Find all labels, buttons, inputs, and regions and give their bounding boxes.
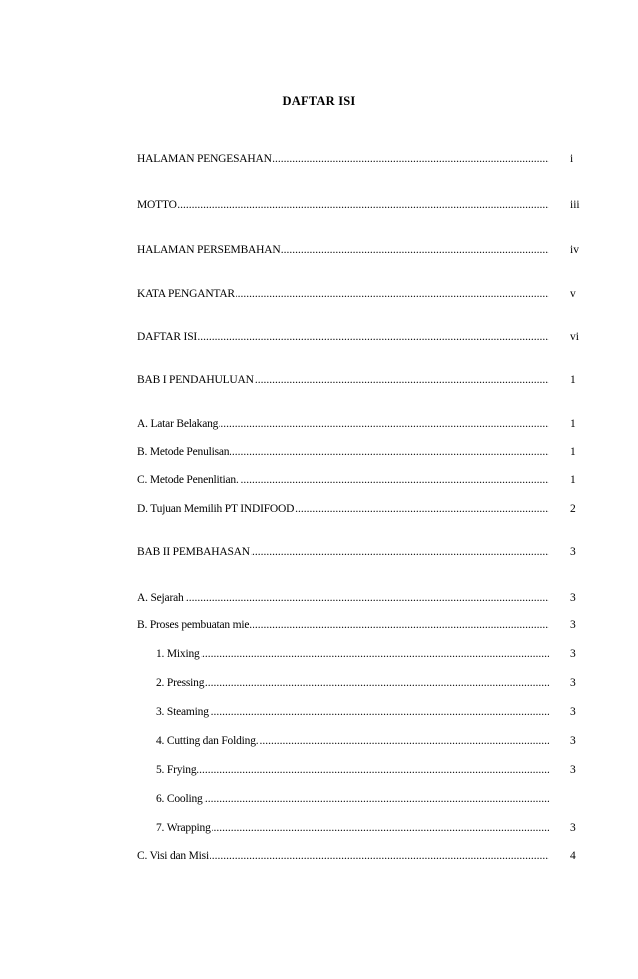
toc-entry-kata-pengantar[interactable] xyxy=(137,286,549,302)
toc-entry-label: 6. Cooling xyxy=(156,793,203,805)
toc-page-number: 3 xyxy=(570,677,576,689)
toc-entry-cooling[interactable] xyxy=(156,791,549,807)
toc-page-number: 1 xyxy=(570,474,576,486)
toc-page-number: 3 xyxy=(570,648,576,660)
toc-entry-label: 3. Steaming xyxy=(156,706,209,718)
toc-entry-daftar-isi[interactable] xyxy=(137,329,549,345)
toc-entry-label: KATA PENGANTAR xyxy=(137,288,235,300)
toc-entry-label: DAFTAR ISI xyxy=(137,331,198,343)
toc-entry-steaming[interactable] xyxy=(156,704,549,720)
toc-entry-latar-belakang[interactable] xyxy=(137,416,549,432)
toc-entry-label: HALAMAN PERSEMBAHAN xyxy=(137,244,281,256)
toc-page-number: 3 xyxy=(570,764,576,776)
toc-entry-proses-pembuatan[interactable] xyxy=(137,617,549,633)
toc-entry-label: BAB II PEMBAHASAN xyxy=(137,546,250,558)
toc-entry-label: A. Sejarah xyxy=(137,592,184,604)
toc-entry-label: 2. Pressing xyxy=(156,677,205,689)
toc-entry-label: C. Visi dan Misi xyxy=(137,850,209,862)
toc-entry-label: HALAMAN PENGESAHAN xyxy=(137,153,272,165)
toc-page-number: 3 xyxy=(570,619,576,631)
toc-entry-label: 4. Cutting dan Folding. xyxy=(156,735,259,747)
toc-entry-label: 1. Mixing xyxy=(156,648,200,660)
toc-page-number: v xyxy=(570,288,576,300)
toc-entry-label: 5. Frying xyxy=(156,764,197,776)
toc-entry-tujuan[interactable] xyxy=(137,501,549,517)
toc-entry-pressing[interactable] xyxy=(156,675,549,691)
toc-page-number: 1 xyxy=(570,418,576,430)
toc-entry-sejarah[interactable] xyxy=(137,590,549,606)
toc-entry-label: MOTTO xyxy=(137,199,177,211)
toc-page-number: 3 xyxy=(570,592,576,604)
toc-page-number: 3 xyxy=(570,546,576,558)
toc-page-number: 3 xyxy=(570,735,576,747)
toc-page-number: 1 xyxy=(570,446,576,458)
toc-entry-cutting-folding[interactable] xyxy=(156,733,549,749)
toc-page-number: 4 xyxy=(570,850,576,862)
page-title: DAFTAR ISI xyxy=(282,94,356,108)
toc-entry-label: A. Latar Belakang xyxy=(137,418,219,430)
toc-entry-label: D. Tujuan Memilih PT INDIFOOD xyxy=(137,503,295,515)
toc-entry-halaman-pengesahan[interactable] xyxy=(137,151,549,167)
toc-page-number: 3 xyxy=(570,706,576,718)
toc-entry-label: C. Metode Penenlitian. xyxy=(137,474,239,486)
toc-entry-frying[interactable] xyxy=(156,762,549,778)
toc-page-number: 3 xyxy=(570,822,576,834)
toc-page-number: iv xyxy=(570,244,579,256)
toc-entry-bab-1[interactable] xyxy=(137,372,549,388)
toc-entry-halaman-persembahan[interactable] xyxy=(137,242,549,258)
toc-entry-mixing[interactable] xyxy=(156,646,549,662)
toc-entry-motto[interactable] xyxy=(137,197,549,213)
toc-entry-visi-misi[interactable] xyxy=(137,848,549,864)
toc-page-number: 1 xyxy=(570,374,576,386)
toc-entry-metode-penelitian[interactable] xyxy=(137,472,549,488)
toc-page-number: vi xyxy=(570,331,579,343)
toc-page-number: iii xyxy=(570,199,580,211)
toc-entry-label: 7. Wrapping xyxy=(156,822,211,834)
toc-entry-label: B. Metode Penulisan xyxy=(137,446,230,458)
toc-entry-bab-2[interactable] xyxy=(137,544,549,560)
toc-page-number: 2 xyxy=(570,503,576,515)
toc-page-number: i xyxy=(570,153,574,165)
toc-entry-label: BAB I PENDAHULUAN xyxy=(137,374,254,386)
toc-entry-metode-penulisan[interactable] xyxy=(137,444,549,460)
toc-entry-label: B. Proses pembuatan mie. xyxy=(137,619,252,631)
toc-entry-wrapping[interactable] xyxy=(156,820,549,836)
